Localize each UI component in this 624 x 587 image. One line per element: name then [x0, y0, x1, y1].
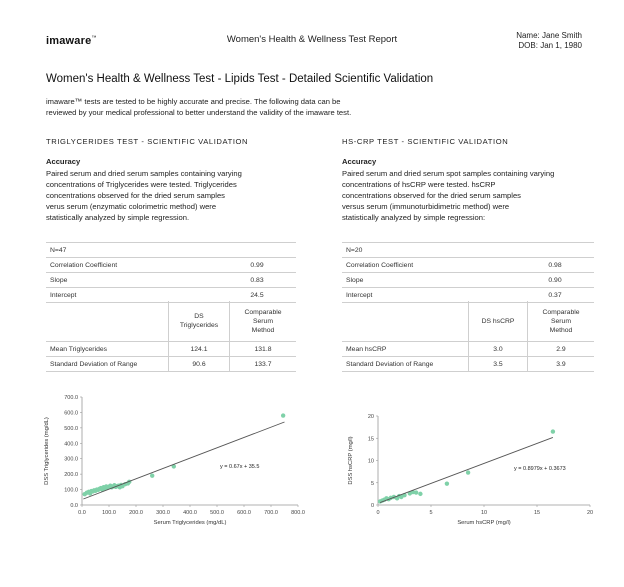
trig-stat-value: 24.5 — [218, 288, 296, 303]
trend-equation: y = 0.67x + 35.5 — [220, 464, 260, 470]
trig-col-ds — [169, 301, 230, 342]
y-tick-label: 20 — [367, 414, 374, 420]
data-point — [150, 473, 154, 477]
col-label: Method — [251, 326, 275, 334]
crp-stat-value: 0.37 — [516, 288, 594, 303]
crp-mean-table — [342, 301, 594, 372]
intro-line-2: reviewed by your medical professional to better understand the validity of the imaware test. — [46, 108, 352, 117]
trig-mean-table — [46, 301, 296, 372]
col-label: DS — [194, 313, 204, 320]
y-tick-label: 0 — [370, 503, 374, 509]
crp-desc-line: Paired serum and dried serum spot samples containing varying — [342, 169, 555, 178]
trig-desc-line: statistically analyzed by simple regression. — [46, 213, 190, 222]
x-tick-label: 20 — [586, 510, 594, 516]
crp-col-serum — [528, 301, 595, 342]
trig-col-serum — [230, 301, 297, 342]
trig-scatter-chart — [40, 388, 315, 533]
cell-value: 3.9 — [528, 357, 595, 372]
crp-n: N=20 — [342, 243, 594, 258]
table-row — [46, 342, 296, 357]
x-tick-label: 0.0 — [78, 510, 86, 516]
x-axis-label: Serum Triglycerides (mg/dL) — [153, 520, 227, 526]
table-row — [342, 357, 594, 372]
x-tick-label: 15 — [533, 510, 541, 516]
trig-n: N=47 — [46, 243, 296, 258]
crp-col-blank — [342, 301, 469, 342]
patient-name: Name: Jane Smith — [516, 31, 582, 40]
patient-dob: DOB: Jan 1, 1980 — [518, 41, 582, 50]
crp-stat-label: Slope — [342, 273, 516, 288]
y-axis-label: DSS hsCRP (mg/l) — [348, 436, 354, 485]
x-tick-label: 600.0 — [237, 510, 251, 516]
data-point — [466, 470, 470, 474]
crp-scatter-chart — [335, 405, 605, 533]
x-tick-label: 400.0 — [183, 510, 197, 516]
crp-stat-value: 0.98 — [516, 258, 594, 273]
row-label: Mean Triglycerides — [46, 342, 169, 357]
data-point — [551, 429, 555, 433]
trig-col-blank — [46, 301, 169, 342]
crp-col-ds — [469, 301, 528, 342]
crp-desc-line: concentrations observed for the dried serum samples — [342, 191, 521, 200]
crp-desc-line: versus serum (immunoturbidimetric method) were — [342, 202, 510, 211]
trig-accuracy-heading: Accuracy — [46, 157, 81, 166]
y-tick-label: 15 — [367, 436, 374, 443]
cell-value: 3.0 — [469, 342, 528, 357]
y-tick-label: 500.0 — [64, 425, 78, 432]
data-point — [281, 413, 285, 417]
trig-desc-line: verus serum (enzymatic colorimetric method) were — [46, 202, 217, 211]
cell-value: 131.8 — [230, 342, 297, 357]
crp-accuracy-heading: Accuracy — [342, 157, 377, 166]
patient-info — [516, 31, 582, 51]
trig-desc-line: concentrations observed for the dried serum samples — [46, 191, 225, 200]
x-tick-label: 0 — [376, 510, 380, 516]
row-label: Mean hsCRP — [342, 342, 469, 357]
x-tick-label: 300.0 — [156, 510, 170, 516]
y-tick-label: 200.0 — [64, 472, 78, 479]
trend-line — [83, 422, 284, 499]
x-tick-label: 500.0 — [210, 510, 224, 516]
y-axis-label: DSS Triglycerides (mg/dL) — [44, 417, 50, 485]
trig-stat-label: Slope — [46, 273, 218, 288]
table-row — [46, 357, 296, 372]
intro-text — [46, 96, 446, 118]
x-tick-label: 200.0 — [129, 510, 143, 516]
data-point — [418, 492, 422, 496]
col-label: Comparable — [542, 308, 580, 316]
row-label: Standard Deviation of Range — [46, 357, 169, 372]
y-tick-label: 5 — [370, 480, 374, 487]
col-label: DS hsCRP — [481, 317, 515, 325]
col-label: Serum — [550, 317, 572, 325]
logo-trademark: ™ — [91, 35, 97, 41]
trig-desc-line: concentrations of Triglycerides were tested. Triglycerides — [46, 180, 237, 189]
table-row — [342, 342, 594, 357]
trig-desc-line: Paired serum and dried serum samples containing varying — [46, 169, 242, 178]
data-point — [445, 481, 449, 485]
y-tick-label: 100.0 — [64, 487, 78, 494]
logo-text: imaware — [46, 35, 92, 47]
x-axis-label: Serum hsCRP (mg/l) — [457, 520, 511, 526]
cell-value: 2.9 — [528, 342, 595, 357]
y-tick-label: 10 — [367, 458, 374, 465]
col-label: Serum — [252, 317, 274, 325]
row-label: Standard Deviation of Range — [342, 357, 469, 372]
trig-description — [46, 168, 301, 223]
trig-heading: TRIGLYCERIDES TEST - SCIENTIFIC VALIDATION — [46, 137, 249, 146]
y-tick-label: 0.0 — [70, 503, 78, 509]
trig-stat-label: Correlation Coefficient — [46, 258, 218, 273]
crp-stat-label: Correlation Coefficient — [342, 258, 516, 273]
x-tick-label: 800.0 — [291, 510, 305, 516]
crp-stats-table — [342, 242, 594, 303]
x-tick-label: 100.0 — [102, 510, 116, 516]
cell-value: 124.1 — [169, 342, 230, 357]
intro-line-1: imaware™ tests are tested to be highly accurate and precise. The following data can be — [46, 97, 341, 106]
crp-stat-label: Intercept — [342, 288, 516, 303]
crp-desc-line: concentrations of hsCRP were tested. hsCRP — [342, 180, 496, 189]
col-label: Comparable — [244, 308, 282, 316]
trig-stat-label: Intercept — [46, 288, 218, 303]
y-tick-label: 400.0 — [64, 441, 78, 448]
x-tick-label: 10 — [480, 510, 488, 516]
crp-stat-value: 0.90 — [516, 273, 594, 288]
crp-heading: HS-CRP TEST - SCIENTIFIC VALIDATION — [342, 137, 509, 146]
x-tick-label: 5 — [429, 510, 433, 516]
y-tick-label: 300.0 — [64, 456, 78, 463]
trig-stat-value: 0.99 — [218, 258, 296, 273]
report-title: Women's Health & Wellness Test Report — [226, 34, 398, 45]
y-tick-label: 700.0 — [64, 395, 78, 401]
data-point — [414, 490, 418, 494]
y-tick-label: 600.0 — [64, 410, 78, 417]
x-tick-label: 700.0 — [264, 510, 278, 516]
crp-description — [342, 168, 602, 223]
cell-value: 133.7 — [230, 357, 297, 372]
cell-value: 3.5 — [469, 357, 528, 372]
trend-equation: y = 0.8979x + 0.3673 — [514, 466, 566, 472]
col-label: Method — [549, 326, 573, 334]
trig-stats-table — [46, 242, 296, 303]
cell-value: 90.6 — [169, 357, 230, 372]
page-title: Women's Health & Wellness Test - Lipids Test - Detailed Scientific Validation — [46, 73, 434, 85]
trig-stat-value: 0.83 — [218, 273, 296, 288]
crp-desc-line: statistically analyzed by simple regression: — [342, 213, 486, 222]
col-label: Triglycerides — [179, 322, 219, 329]
